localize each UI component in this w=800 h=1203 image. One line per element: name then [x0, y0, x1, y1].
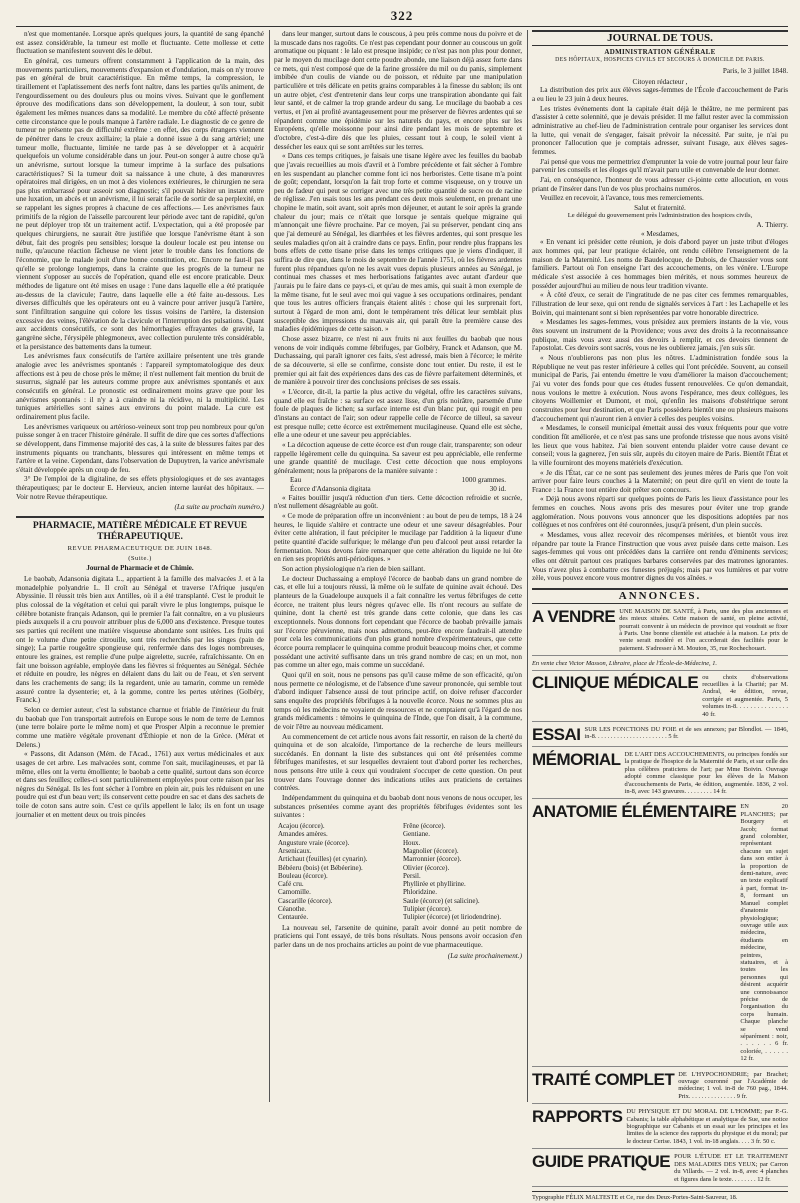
advert — [532, 1071, 788, 1105]
recipe-quantity: 1000 grammes. — [461, 476, 506, 485]
paragraph: « À côté d'eux, ce serait de l'ingratitude de ne pas citer ces femmes remarquables, l'illustration de leur sexe, qui ont rendu de signalés services à l'art : les Lachapelle et les Boivin, qui maintenant sont si bien représentées par votre honorable directrice. — [532, 291, 788, 317]
letter-greeting: Citoyen rédacteur , — [632, 77, 688, 86]
list-item: Café cru. — [278, 880, 304, 889]
paragraph: Au commencement de cet article nous avons fait ressortir, en raison de la cherté du quinquina et de son alcaloïde, l'importance de la recherche de leurs meilleurs succédanés. En donnant la liste des substances qui ont été présentées comme fébrifuges manifestes, et sur lesquelles devraient tout d'abord porter les recherches, nous pensons être utile à ceux qui voudraient s'occuper de cette question. On peut trouver dans l'ouvrage donner des indications utiles aux praticiens de certaines contrées. — [274, 732, 522, 793]
column-right — [532, 30, 788, 1201]
list-item: Tulipier (écorce) (et liriodendrine). — [403, 913, 502, 922]
paragraph: « L'écorce, dit-il, la partie la plus active du végétal, offre les caractères suivans, quand elle est fraîche : sa surface est assez lisse, d'un gris noirâtre, parsemée d'une foule de plaques de lichen; sa surface interne est d'un blanc pur, qui rougit en peu d'instans au contact de l'air; son odeur rappelle celle de l'écorce de tilleul, sa saveur est presque nulle; cette écorce est extrêmement mucilagineuse. Quand elle est sèche, elle a une odeur et une saveur peu appréciables. — [274, 387, 522, 440]
paragraph: dans leur manger, surtout dans le couscous, à peu près comme nous du poivre et de la muscade dans nos ragoûts. Ce n'est pas cependant pour donner au couscous un goût aromatique ou piquant : le lalo est presque insipide; ce n'est pas non plus pour donner, par le moyen du mucilage dont cette poudre abonde, une liaison déjà assez forte dans ce mets, qui n'est composé que de la farine grossière du mil ou du panis, simplement imbibée d'un coulis de viande ou de poisson, et réduite par une manipulation particulière et très délicate en petits grains comparables à la finesse du sablon; ils ont un autre objet, c'est d'entretenir dans leur corps une transpiration abondante qui fait leur santé, et de calmer la trop grande ardeur du sang. Le mucilage du baobab a ces vertus, et j'en ai profité avantageusement pour me préserver de fièvres ardentes qui se répandent comme une épidémie sur les naturels du pays, et encore plus sur les Européens, qu'elle moissonne pour ainsi dire pendant les mois de septembre et d'octobre, c'est-à-dire dès que les pluies, cessant tout à coup, le soleil vient à dessécher les eaux qui se sont arrêtées sur les terres. — [274, 30, 522, 151]
advert-text: ou choix d'observations recueillies à la Charité; par M. Andral, 4e édition, revue, corrigée et augmentée. Paris, 5 volumes in-8. . . . . . . . . . . . . . . 40 fr. — [702, 673, 788, 718]
paragraph: La distribution des prix aux élèves sages-femmes de l'École d'accouchement de Paris a eu lieu le 23 juin à deux heures. — [532, 86, 788, 103]
recipe-line — [274, 485, 522, 494]
paragraph: J'ai pensé que vous me permettriez d'emprunter la voie de votre journal pour leur faire parvenir les conseils et les éloges qu'il m'avait paru utile et convenable de leur donner. — [532, 157, 788, 175]
paragraph: 3° De l'emploi de la digitaline, de ses effets physiologiques et de ses avantages thérapeutiques; par le docteur E. Hervieux, ancien interne lauréat des hôpitaux. — Voir notre Revue thérapeutique. — [16, 475, 264, 501]
advert-text: EN 20 PLANCHES; par Bourgery et Jacob; format grand colombier, représentant chacune un sujet dans son entier à la proportion de demi-nature, avec un texte explicatif à part, format in-8, formant un Manuel complet d'anatomie physiologique; ouvrage utile aux médecins, étudiants en médecine, peintres, statuaires, et à toutes les personnes qui désirent acquérir une connoissance précise de l'organisation du corps humain. Chaque planche se vend séparément : noir, . . . . . . 6 fr. coloriée, . . . . . . 12 fr. — [740, 803, 788, 1063]
page-number: 322 — [390, 8, 414, 23]
advert — [532, 1108, 788, 1149]
paragraph: En général, ces tumeurs offrent constamment à l'application de la main, des mouvements particuliers, mouvements d'expansion et d'ondulation, mais on n'y trouve pas en général de bruit caractéristique. En même temps, la compression, le tiraillement et l'aplatissement des nerfs font naître, dans les parties qu'ils animent, de l'engourdissement ou des douleurs plus ou moins vives. Suivant que le gonflement éprouve des modifications dans son développement, la douleur, à son tour, subit également les mêmes nuances dans sa modalité. Le membre du côté affecté présente cette circonstance que le pouls manque à l'artère radiale. Le diagnostic de ce genre de tumeur ne présente pas de difficulté extrême : en effet, des corps étrangers viennent de pénétrer dans le creux axillaire; la plaie a donné issue à du sang artériel; une tumeur molle, fluctuante, limitée ne tarde pas à se développer et à acquérir quelquefois un volume considérable dans un jour. Peut-on songer à autre chose qu'à un anévrisme, surtout lorsque la tumeur imprime à la surface des pulsations caractéristiques? Si la tumeur doit sa naissance à une chute, à des manœuvres opératoires mal dirigées, en un mot à des violences extérieures, le chirurgien ne sera pas plus embarrassé pour asseoir son diagnostic; s'il pouvait hésiter un instant entre une luxation, un abcès et un anévrisme, il lui serait facile de sortir de sa perplexité, en se rappelant les signes propres à chacune de ces affections.— Les anévrismes faux primitifs de la région de l'aisselle parcourent leur période avec tant de rapidité, qu'on ne peut déployer trop tôt un traitement actif. L'expectation, qui a été proposée par quelques chirurgiens, ne saurait être justifiée que lorsque l'anévrisme étant à son début, fait des progrès peu sensibles; lorsque la douleur locale est peu intense ou nulle, qu'aucune réaction fâcheuse ne vient jeter le trouble dans les fonctions de l'économie, que le malade jouit d'une bonne constitution, etc. Encore ne faut-il pas qu'elle se prolonge longtemps, dans la crainte que les progrès de la tumeur ne viennent s'opposer au succès de l'opération, quand elle est encore praticable. Deux méthodes de ligature ont été mises en usage : l'une dans laquelle elle a été pratiquée au-dessus de la clavicule; l'autre, dans laquelle elle a été faite au-dessous. Les diverses difficultés que les opérateurs ont eu à vaincre pour arriver jusqu'à l'artère, sont l'infiltration sanguine qui colore les tissus voisins de l'artère, la distension excessive des veines, l'élévation de la clavicule et l'interruption des pulsations. Quant aux accidents consécutifs, ce sont des hémorrhagies effrayantes de gravité, la gangrène sèche, l'érysipèle phlegmoneux, avec collection purulente très considérable, et la persistance des battements dans la tumeur. — [16, 56, 265, 351]
paragraph: « Déjà nous avons réparti sur quelques points de Paris les lieux d'assistance pour les femmes en couches. Nous avons pris des mesures pour éviter une trop grande agglomération. Nous pouvons vous annoncer que les dispositions adoptées par nos collègues et nos confrères ont été couronnées, jusqu'à présent, d'un plein succès. — [532, 495, 788, 530]
paragraph: « Nous n'oublierons pas non plus les nôtres. L'administration fondée sous la République ne veut pas rester inférieure à celles qui l'ont précédée. Souvent, au conseil municipal de Paris, j'ai entendu émettre le vœu d'améliorer la maison d'accouchement; j'ai vu voter des fonds pour que ces études fussent renouvelées. Ce qu'on demandait, nous voulons le mettre à exécution. Nous avons l'espérance, mes deux collègues, les citoyens Woillemier et Dumont, et moi, qu'enfin les maisons d'obstétrique seront construites pour leur destination, et que Paris possèdera bientôt une ou plusieurs maisons d'accouchement qui n'auront rien à envier à celles des peuples voisins. — [532, 353, 788, 423]
administration-subtitle: DES HÔPITAUX, HOSPICES CIVILS ET SECOURS À DOMICILE DE PARIS. — [555, 57, 765, 64]
list-item: Houx. — [403, 838, 421, 847]
paragraph: Les anévrismes faux consécutifs de l'artère axillaire présentent une très grande analogie avec les anévrismes spontanés : l'appareil symptomatologique des deux affections est à peu de chose près le même; il n'est nullement fait mention du bruit de susurrus, signalé par les auteurs comme propre aux anévrismes spontanés et aux consécutifs en général. Le pronostic est ordinairement moins grave que pour les anévrismes spontanés : il n'y a à craindre ni la récidive, ni la multiplicité. Les tuniques artérielles sont saines aux environs du point malade. La cure est ordinairement plus facile. — [16, 352, 264, 421]
advert-headline: ANATOMIE ÉLÉMENTAIRE — [532, 802, 737, 822]
advert-headline: TRAITÉ COMPLET — [532, 1069, 675, 1089]
list-item: Angusture vraie (écorce). — [278, 838, 350, 847]
recipe-ingredient: Écorce d'Adansonia digitata — [290, 485, 371, 494]
suite-label: (Suite.) — [128, 554, 152, 562]
febrifuge-list — [274, 822, 522, 922]
advert-text: DU PHYSIQUE ET DU MORAL DE L'HOMME; par P.-G. Cabanis; la table alphabétique et analytique de Sue, une notice biographique sur Cabanis et un essai sur les principes et les limites de la science des rapports du physique et du moral; par le docteur Cerise. 1843, 1 vol. in-18 anglais. . . . 3 fr. 50 c. — [626, 1108, 788, 1145]
paragraph: La nouveau sel, l'arsenite de quinine, paraît avoir donné au petit nombre de praticiens qui l'ont essayé, de très bons résultats. Nous pensons avoir occasion d'en parler dans un de nos prochains articles au point de vue pharmaceutique. — [274, 923, 522, 949]
letter-date: Paris, le 3 juillet 1848. — [722, 66, 788, 75]
paragraph: Indépendamment du quinquina et du baobab dont nous venons de nous occuper, les substances présentées comme ayant des propriétés fébrifuges évidentes sont les suivantes : — [274, 794, 522, 820]
paragraph: Les anévrismes variqueux ou artérioso-veineux sont trop peu nombreux pour qu'on puisse songer à en tracer l'histoire générale. Il suffit de dire que ces sortes d'affections se développent, dans l'immense majorité des cas, à la suite de blessures faites par des instruments piquants ou tranchants, blessures qui intéressent en même temps et l'artère et la veine. Cependant, dans l'observation de Dupuytren, la varice anévrismale s'était développée après un coup de feu. — [16, 422, 264, 474]
top-rule — [16, 26, 788, 27]
continuation-note: (La suite prochainement.) — [447, 951, 522, 960]
paragraph: n'est que momentanée. Lorsque après quelques jours, la quantité de sang épanché est assez considérable, la tumeur est molle et fluctuante. Cette mollesse et cette fluctuation se manifestent souvent dès le début. — [16, 30, 264, 56]
list-item: Frêne (écorce). — [403, 822, 446, 831]
list-item: Olivier (écorce). — [403, 863, 450, 872]
advert — [532, 726, 788, 747]
list-item: Bouleau (écorce). — [278, 871, 328, 880]
paragraph: J'ai, en conséquence, l'honneur de vous adresser ci-jointe cette allocution, en vous priant de l'insérer dans l'un de vos plus prochains numéros. — [532, 175, 788, 193]
advert-text: UNE MAISON DE SANTÉ, à Paris, une des plus anciennes et des mieux situées. Cette maison de santé, en pleine activité, pourrait convenir à un médecin de province qui voudrait se fixer à Paris. Une bonne clientèle est attachée à la maison. Le prix de vente serait modéré et l'on accorderait des facilités pour le paiement. S'adresser à M. Mouton, 35, rue Rochechouart. — [619, 607, 788, 652]
rubric-title: JOURNAL DE TOUS. — [532, 30, 788, 46]
list-item: Magnolier (écorce). — [403, 846, 459, 855]
column-left — [16, 30, 264, 1100]
printer-imprint: Typographie FÉLIX MALTESTE et Ce, rue des Deux-Portes-Saint-Sauveur, 18. — [532, 1191, 788, 1203]
paragraph: « Faites bouillir jusqu'à réduction d'un tiers. Cette décoction refroidie et sucrée, n'est nullement désagréable au goût. — [274, 493, 522, 511]
advert — [532, 803, 788, 1066]
column-divider — [527, 30, 528, 1102]
list-item: Artichaut (feuilles) (et cynarin). — [278, 855, 368, 864]
list-item: Céanothe. — [278, 905, 307, 914]
advert-text: DE L'HYPOCHONDRIE; par Brachet; ouvrage couronné par l'Académie de médecine; 1 vol. in-8 de 760 pag., 1844. Prix. . . . . . . . . . . . . . . 9 fr. — [678, 1070, 788, 1100]
advert-headline: RAPPORTS — [532, 1107, 623, 1127]
letter-closing: Salut et fraternité. — [634, 203, 686, 212]
newspaper-page — [16, 8, 788, 1201]
list-item: Phloridzine. — [403, 888, 438, 897]
paragraph: Les tristes événements dont la capitale était déjà le théâtre, ne me permirent pas d'assister à cette solennité, que je devais présider. Il me fallut rester avec la commission administrative au chef-lieu de l'administration centrale pour organiser les services dont la lutte, qui venait de s'engager, faisait prévoir la nécessité. Par suite, je n'ai pu prononcer l'allocution que je comptais adresser, suivant l'usage, aux élèves sages-femmes. — [532, 104, 788, 156]
paragraph: Veuillez en recevoir, à l'avance, tous mes remerciements. — [540, 194, 704, 203]
recipe-line — [274, 476, 522, 485]
list-item: Persil. — [403, 871, 421, 880]
list-item: Amandes amères. — [278, 830, 328, 839]
announcements-heading: ANNONCES. — [532, 588, 788, 604]
publisher-line: En vente chez Victor Masson, Libraire, place de l'École-de-Médecine, 1. — [532, 660, 788, 670]
advert-text: DE L'ART DES ACCOUCHEMENTS, ou principes fondés sur la pratique de l'hospice de la Maternité de Paris, et sur celle des plus célèbres praticiens de l'art; par Mme Boivin. Ouvrage adopté comme classique pour les élèves de la Maison d'accouchements de Paris, 4e édition, augmentée. 1836, 2 vol. in-8, avec 143 gravures. . . . . . . . . 14 fr. — [624, 750, 788, 795]
paragraph: Quoi qu'il en soit, nous ne pensons pas qu'il cause même de son efficacité, qu'on nous permette ce néologisme, et de l'absence d'une saveur prononcée, qui semble tout d'abord indiquer l'absence aussi de tout principe actif, on doive refuser d'accorder sans enquête des propriétés fébrifuges à la nouvelle écorce. Nous ne sommes plus au temps où les médecins ne voyaient de ressources et ne comptaient qu'à l'égard de nos grands médicaments : témoins le quinquina de l'Inde, que l'on disait, à la commune, de voir l'être au nouveau médicament. — [274, 670, 522, 731]
list-item: Centaurée. — [278, 913, 309, 922]
section-title: PHARMACIE, MATIÈRE MÉDICALE ET REVUE THÉRAPEUTIQUE. — [16, 516, 264, 543]
subsection-title: REVUE PHARMACEUTIQUE DE JUIN 1848. — [67, 545, 213, 553]
list-item: Camomille. — [278, 888, 311, 897]
paragraph: « En venant ici présider cette réunion, je dois d'abord payer un juste tribut d'éloges aux hommes qui, par leur pratique éclairée, ont rendu célèbre l'enseignement de la maison de la Maternité. Les noms de Baudelocque, de Dubois, de Chaussier vous sont familiers. Partout où l'on enseigne l'art des accouchements, on les vénère. L'Europe médicale s'est associée à ces hommages bien mérités, et nous sommes heureux de posséder aujourd'hui au milieu de nous leur tradition vivante. — [532, 238, 788, 290]
advert-text: SUR LES FONCTIONS DU FOIE et de ses annexes; par Blondlot. — 1846, in-8. . . . . . . . . . . . . . . . . . . . . . . 5 fr. — [584, 725, 788, 741]
recipe-ingredient: Eau — [290, 476, 302, 485]
paragraph: « Passons, dit Adanson (Mém. de l'Acad., 1761) aux vertus médicinales et aux usages de cet arbre. Les malvacées sont, comme l'on sait, mucilagineuses, et par là même, elles ont la vertu émolliente; le baobab a cette qualité, surtout dans son écorce et dans ses feuilles; celles-ci sont particulièrement employées pour cette raison par les nègres du Sénégal. Ils les font sécher à l'ombre en plein air, puis les réduisent en une poudre qui est d'un beau vert; ils conservent cette poudre en sac et dans des sachets de toile de coton sans autre soin. C'est ce qu'ils appellent le lalo; ils en font un usage journalier et en mettent deux ou trois pincées — [16, 750, 264, 819]
paragraph: Chose assez bizarre, ce n'est ni aux fruits ni aux feuilles du baobab que nous venons de voir indiqués comme fébrifuges, par Golbéry, Franck et Adanson, que M. Duchassaing, qui paraît ignorer ces faits, s'est adressé, mais bien à l'écorce; le mérite de sa découverte, si elle se confirme, consiste donc tout entier. Du reste, il est le premier qui ait fait des expériences dans des cas de fièvre parfaitement déterminés, et de manière à pouvoir tirer des conclusions précises de ses essais. — [274, 334, 522, 387]
paragraph: « Ce mode de préparation offre un inconvénient : au bout de peu de temps, 18 à 24 heures, le liquide s'altère et contracte une odeur et une saveur désagréables. Pour éviter cette altération, il faut précipiter le mucilage par l'addition à la liqueur d'une petite quantité d'acide sulfurique; le mélange d'un peu d'alcool peut aussi retarder la fermentation. Nous devons faire remarquer que cette altération du liquide ne lui ôte en rien ses propriétés anti-périodiques. » — [274, 512, 522, 564]
paragraph: « Mesdames les sages-femmes, vous présidez aux premiers instants de la vie, vous êtes souvent un instrument de la Providence; vous avez des droits à la reconnaissance publique, mais vous avez aussi des devoirs à remplir, et ces devoirs tiennent de l'apostolat. Ces devoirs sont sacrés, vous ne les oublierez jamais, j'en suis sûr. — [532, 318, 788, 353]
column-middle — [274, 30, 522, 1100]
advert-headline: ESSAI — [532, 724, 581, 744]
list-item: Gentiane. — [403, 830, 431, 839]
list-item: Tulipier (écorce). — [403, 905, 452, 914]
paragraph: « Je dis l'État, car ce ne sont pas seulement des jeunes mères de Paris que l'on voit arriver pour faire leurs couches à la Maternité; on peut dire qu'il en vient de toute la France : la France tout entière doit prêter son concours. — [532, 468, 788, 494]
advert-headline: A VENDRE — [532, 606, 616, 626]
signatory-name: A. Thierry. — [756, 221, 788, 230]
speech-opening: « Mesdames, — [641, 229, 679, 238]
advert-text: POUR L'ÉTUDE ET LE TRAITEMENT DES MALADIES DES YEUX; par Carron du Villards. — 2 vol. in-8, avec 4 planches et figures dans le texte. . . . . . . . 12 fr. — [674, 1153, 788, 1183]
list-item: Bébéeru (bois) (et Bébéerine). — [278, 863, 363, 872]
list-item: Arsenicaux. — [278, 846, 312, 855]
paragraph: Selon ce dernier auteur, c'est la substance charnue et friable de l'intérieur du fruit du baobab que l'on transportait autrefois en Europe sous le nom de terre de Lemnos (une terre bolaire porte le même nom) et que Prosper Alpin a reconnue le premier comme une matière végétale provenant d'Éthiopie et non de la Grèce. (Mérat et Delens.) — [16, 705, 264, 749]
advert — [532, 608, 788, 656]
list-item: Saule (écorce) (et salicine). — [403, 896, 480, 905]
advert — [532, 751, 788, 799]
journal-reference: Journal de Pharmacie et de Chimie. — [86, 564, 194, 573]
advert — [532, 674, 788, 722]
advert-headline: CLINIQUE MÉDICALE — [532, 672, 699, 692]
list-item: Acajou (écorce). — [278, 822, 325, 831]
paragraph: Le docteur Duchassaing a employé l'écorce de baobab dans un grand nombre de cas, et elle lui a toujours réussi, là même où le sulfate de quinine avait échoué. Des planteurs de la Guadeloupe auxquels il a fait connaître les vertus fébrifuges de cette écorce, ne traitent plus leurs nègres qu'avec elle. Ils n'ont recours au sulfate de quinine, dont la cherté est très grande dans cette colonie, que dans les cas exceptionnels. Nous donnons fort cependant que l'écorce de baobab prévaille jamais sur l'écorce péruvienne, mais nous admettons, peut-être encore faudrait-il attendre pour cela les communications d'un plus grand nombre d'expérimentateurs, que cette écorce pourra remplacer le quinquina comme produit beaucoup moins cher, et comme possédant une activité suffisante dans un très grand nombre de cas; en un mot, non pas comme un alter ego, mais comme un succédané. — [274, 574, 522, 670]
list-item: Phyllirée et phyllirine. — [403, 880, 466, 889]
paragraph: « Dans ces temps critiques, je faisais une tisane légère avec les feuilles du baobab que j'avais recueillies au mois d'avril et à l'ombre précédente et fait sécher à l'ombre en les suspendant au plancher comme font ici nos herboristes. Cette tisane m'a point de goût; cependant, lorsqu'on la fait trop forte et comme visqueuse, on y trouve un peu de fadeur qui peut se corriger avec une très petite quantité de sucre ou de racine de réglisse. J'en usais tous les ans pendant ces deux mois seulement, en prenant une chopine le matin, soit avant, soit après mon déjeuner, et autant le soir après la grande chaleur du jour; mais ce n'était que lorsque je sentais quelque migraine qui m'annonçait une fièvre prochaine. Par ce moyen, j'ai su préserver, pendant cinq ans que j'ai demeuré au Sénégal, les diarrhées et les fièvres ardentes, qui sont presque les seules maladies qu'on ait à craindre dans ce pays. Enfin, pour rendre plus frappans les bons effets de cette tisane prise dans les temps critiques que je viens d'indiquer, il suffira de dire que, dans le mois de septembre de l'année 1751, où les fièvres ardentes furent plus répandues qu'on ne les avait vues depuis plusieurs années au Sénégal, je continuai mes chasses et mes herborisations fatigantes avec autant d'ardeur que j'aurais pu le faire dans ce pays-ci, et qu'au de mes amis, qui suait à mon exemple de la même tisane, fut le seul avec moi qui vague à ses occupations ordinaires, pendant que tous les autres officiers français étaient alités : chose qui les surprenait fort, surtout à l'égard de mon ami, dont le tempérament très délicat leur semblait plus susceptible des impressions du mauvais air, qui paraît être la première cause des maladies épidémiques de cette saison. » — [274, 152, 522, 334]
paragraph: « Mesdames, le conseil municipal émettait aussi des vœux fréquents pour que votre condition fût améliorée, et ce n'est pas sans une profonde tristesse que nous avons visité les lieux que vous habitez. J'ai bien souvent entendu plaider votre cause devant ce conseil; vous la gagnerez, j'en suis sûr, auprès du citoyen maire de Paris. Bientôt l'État et la ville fourniront des moyens matériels d'exécution. — [532, 424, 788, 467]
paragraph: Son action physiologique n'a rien de bien saillant. — [282, 565, 426, 574]
paragraph: « Mesdames, vous allez recevoir des récompenses méritées, et bientôt vous irez répandre par toute la France l'instruction que vous avez puisée dans cette maison. Les sages-femmes qui vous ont précédées dans la carrière ont rendu d'éminents services; elles ont détruit partout ces pratiques barbares conservées par des matrones ignorantes. Vous n'avez plus à combattre ces funestes préjugés; mais par vos lumières et par votre zèle, vous pouvez encore vous montrer dignes du vos aînées. » — [532, 531, 788, 583]
advert-headline: GUIDE PRATIQUE — [532, 1152, 671, 1172]
recipe-quantity: 30 id. — [489, 485, 506, 494]
paragraph: Le baobab, Adansonia digitata L., appartient à la famille des malvacées J. et à la monadelphie polyandrie L. Il croît au Sénégal et traverse l'Afrique jusqu'en Abyssinie. Il réussit très bien aux Antilles, où il a été transplanté. C'est le produit le plus colossal de la végétation et celui qui paraît vivre le plus longtemps, puisque le célèbre botaniste français Adanson, qui le premier l'a fait connaître, en a vu plusieurs pieds auxquels il a cru pouvoir attribuer plus de 6,000 ans d'existence. Presque toutes ses parties qui recèlent une matière visqueuse abondante sont usitées. Les fruits qui ont le volume d'une petite citrouille, sont très recherchés par les singes (pain de singe); La partie rougeâtre spongieuse qui, renfermée dans des loges nombreuses, entoure les graines, est remplie d'une pulpe aigrelette, sucrée, rafraîchissante. On en fait une boisson agréable, employée dans les fièvres si fréquentes au Sénégal. Séchée et réduite en poudre, les nègres en délaient dans du lait ou de l'eau, et s'en servent dans les crachements de sang; ils la regardent, unie au tamarin, comme un remède assuré contre la dysenterie; et, à la gomme, contre les pertes utérines (Golbéry, Franck.) — [16, 575, 264, 705]
list-item: Marronnier (écorce). — [403, 855, 462, 864]
advert-headline: MÉMORIAL — [532, 749, 621, 769]
list-item: Cascarille (écorce). — [278, 896, 333, 905]
paragraph: « La décoction aqueuse de cette écorce est d'un rouge clair, transparente; son odeur rappelle légèrement celle du quinquina. Sa saveur est peu appréciable, elle renferme une grande quantité de mucilage. C'est cette décoction que nous employons généralement; nous la préparons de la manière suivante : — [274, 440, 522, 475]
advert — [532, 1153, 788, 1187]
continuation-note: (La suite au prochain numéro.) — [174, 503, 264, 512]
column-divider — [269, 30, 270, 1102]
administration-title: ADMINISTRATION GÉNÉRALE — [604, 47, 716, 56]
signatory-role: Le délégué du gouvernement près l'administration des hospices civils, — [567, 212, 753, 220]
